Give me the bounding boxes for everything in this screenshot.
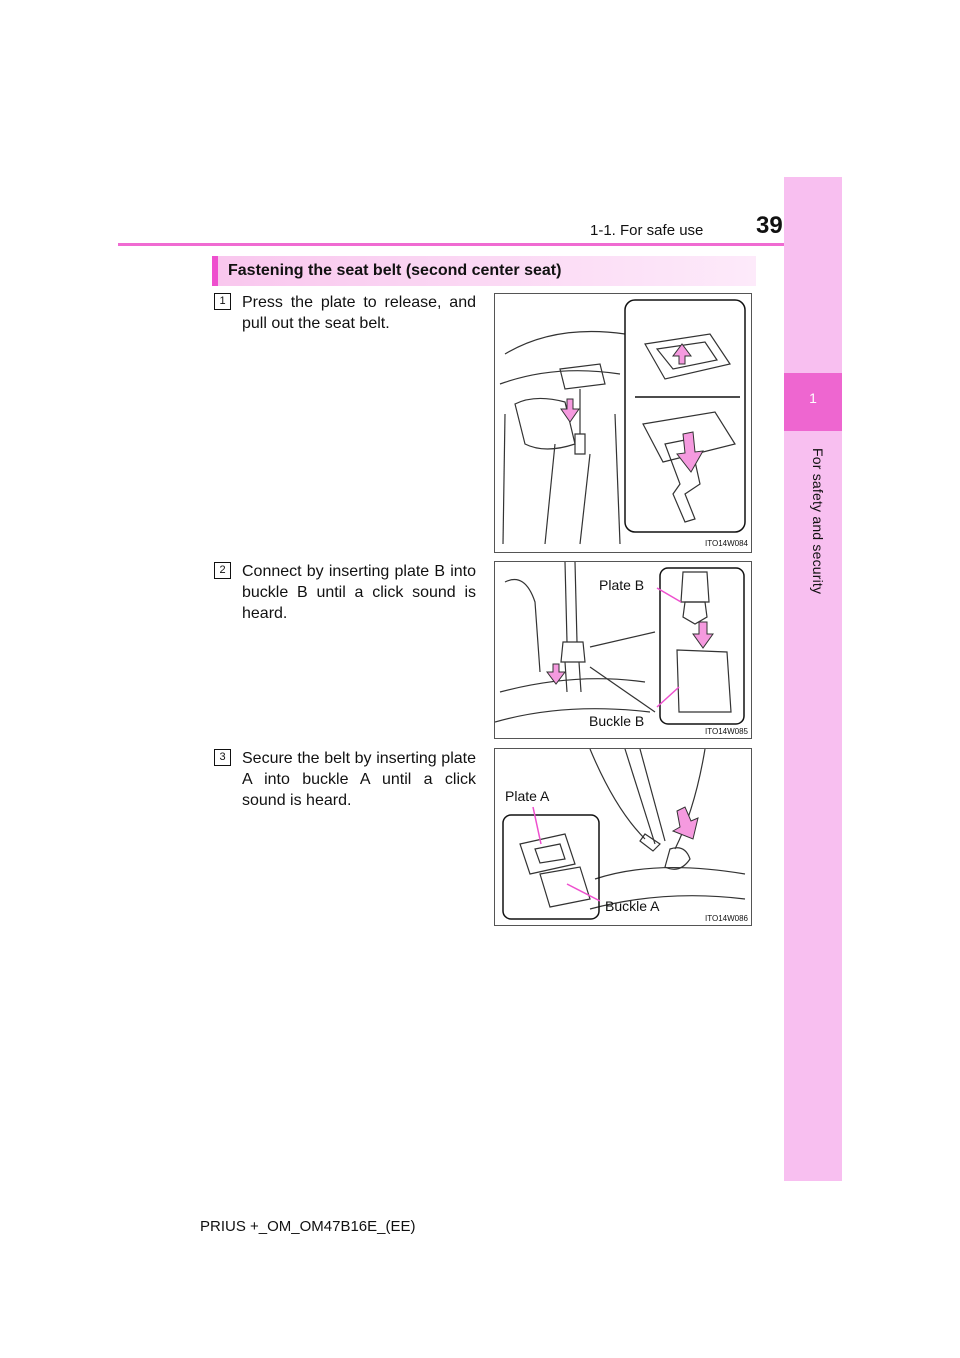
- step-2-number: 2: [214, 562, 231, 579]
- label-buckle-a: Buckle A: [605, 898, 660, 914]
- seat-belt-buckle-a-illustration: [495, 749, 751, 925]
- label-plate-b: Plate B: [599, 577, 645, 593]
- figure-step-2: [494, 561, 752, 739]
- document-footer: PRIUS +_OM_OM47B16E_(EE): [200, 1218, 416, 1235]
- step-1-text: Press the plate to release, and pull out the seat belt.: [242, 294, 476, 332]
- step-3-text: Secure the belt by inserting plate A into buckle A until a click sound is heard.: [242, 750, 476, 809]
- header-section-title: 1-1. For safe use: [590, 222, 704, 239]
- section-title-bar: [212, 256, 756, 286]
- chapter-title: For safety and security: [810, 448, 826, 595]
- seat-belt-buckle-b-illustration: [495, 562, 751, 738]
- chapter-number: 1: [809, 390, 817, 406]
- figure-step-1: [494, 293, 752, 553]
- label-buckle-b: Buckle B: [589, 713, 645, 729]
- figure-2-code: ITO14W085: [705, 727, 748, 736]
- page-number: 39: [756, 212, 783, 239]
- step-2-text: Connect by inserting plate B into buckle B until a click sound is heard.: [242, 563, 476, 622]
- section-title: Fastening the seat belt (second center seat): [228, 262, 562, 279]
- figure-1-code: ITO14W084: [705, 539, 748, 548]
- step-1-number: 1: [214, 293, 231, 310]
- figure-3-code: ITO14W086: [705, 914, 748, 923]
- header-rule: [118, 243, 842, 246]
- figure-step-3: [494, 748, 752, 926]
- step-3-number: 3: [214, 749, 231, 766]
- label-plate-a: Plate A: [505, 788, 550, 804]
- seat-belt-release-illustration: [495, 294, 751, 552]
